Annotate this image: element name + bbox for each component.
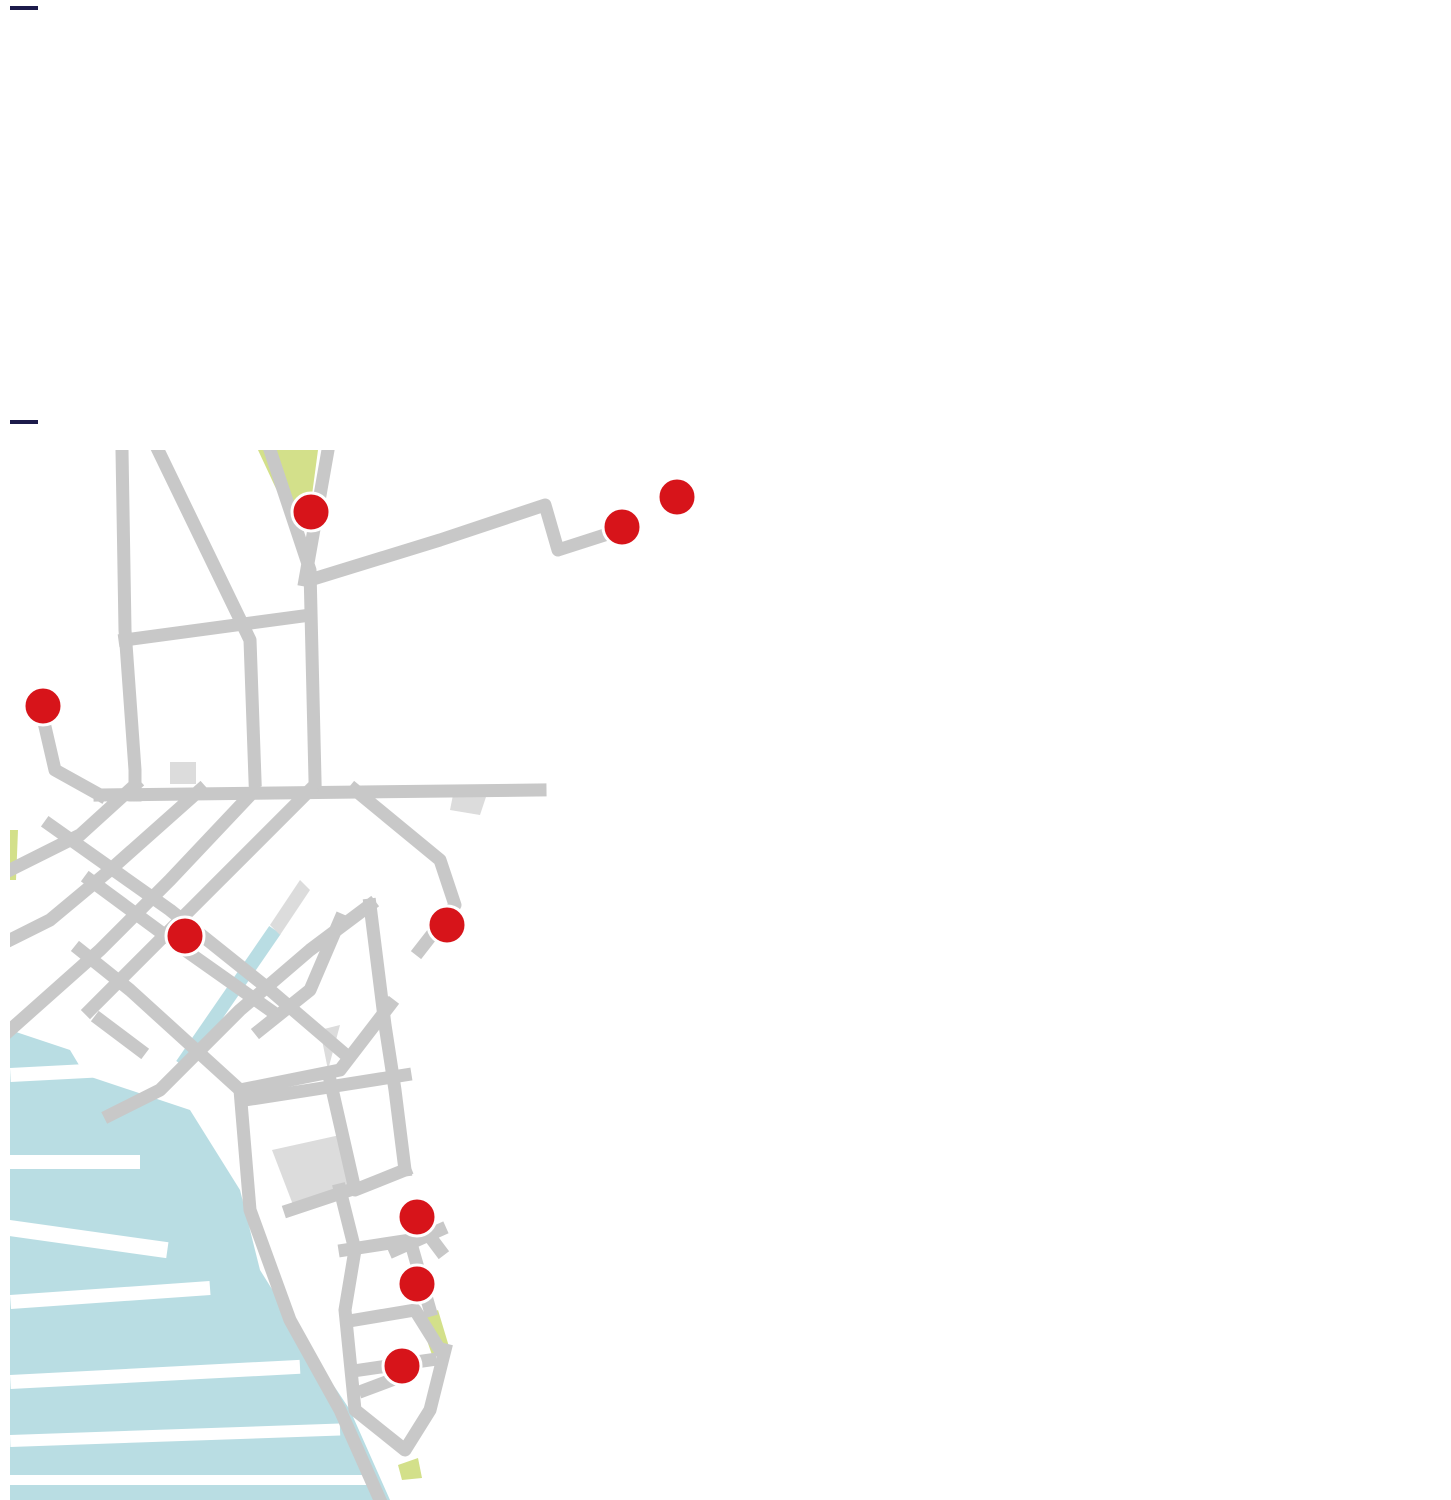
trieste-map: [10, 450, 745, 1500]
map-marker-4[interactable]: [24, 687, 62, 725]
top-rule: [10, 6, 38, 10]
map-water: [10, 930, 390, 1500]
map-marker-3[interactable]: [398, 1198, 436, 1236]
map-marker-1[interactable]: [603, 508, 641, 546]
map-marker-plus-top[interactable]: [658, 478, 696, 516]
map-marker-plus-bottom[interactable]: [383, 1347, 421, 1385]
mid-rule: [10, 420, 38, 424]
map-marker-6[interactable]: [428, 906, 466, 944]
map-marker-5[interactable]: [292, 493, 330, 531]
map-marker-7[interactable]: [166, 917, 204, 955]
map-marker-2[interactable]: [398, 1265, 436, 1303]
